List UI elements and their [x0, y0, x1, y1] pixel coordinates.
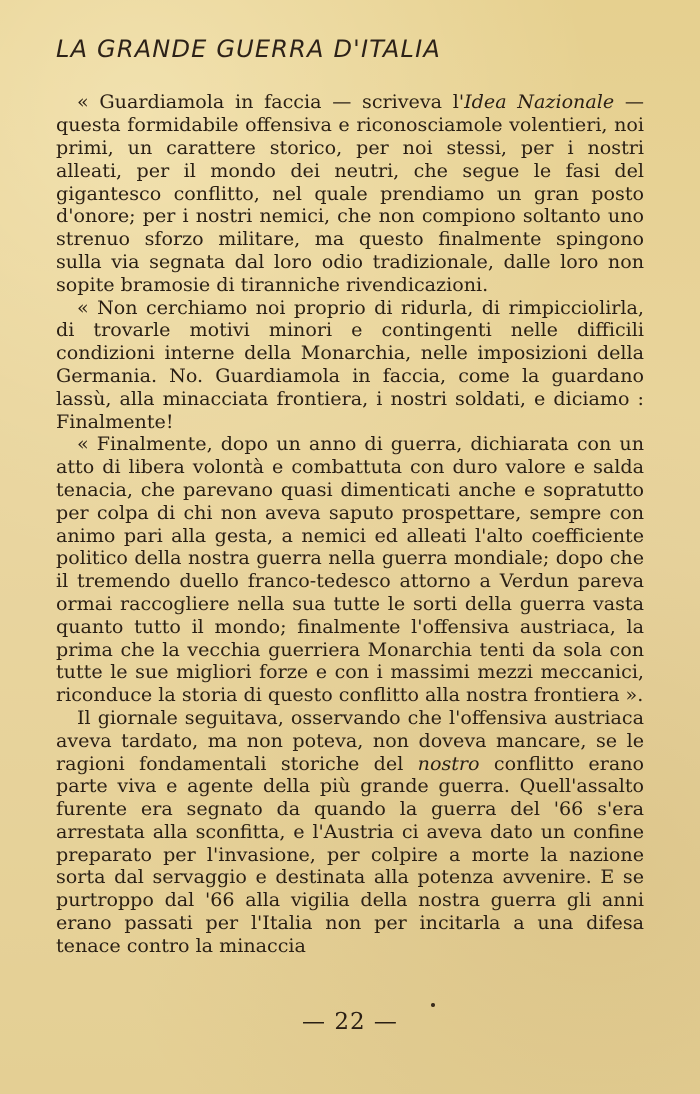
paragraph-2: « Non cerchiamo noi proprio di ridurla, di rimpicciolirla, di trovarle motivi minori e contingenti nelle difficili condizioni interne della Monarchia, nelle imposizioni della Germania. No. Guardiamola in faccia, come la guardano lassù, alla minacciata frontiera, i nostri soldati, e diciamo : Finalmente! [56, 295, 644, 433]
paragraph-4-part-c: conflitto erano parte viva e agente della più grande guerra. Quell'assalto furente era segnato da quando la guerra del '66 s'era arrestata alla sconfitta, e l'Austria ci aveva dato un confine preparato per l'invasione, per colpire a morte la nazione sorta dal servaggio e destinata alla potenza avvenire. E se purtroppo dal '66 alla vigilia della nostra guerra gli anni erano passati per l'Italia non per incitarla a una difesa tenace contro la minaccia [56, 751, 644, 957]
ink-speck [431, 1003, 435, 1007]
paragraph-3: « Finalmente, dopo un anno di guerra, dichiarata con un atto di libera volontà e combattuta con duro valore e salda tenacia, che parevano quasi dimenticati anche e sopratutto per colpa di chi non aveva saputo prospettare, sempre con animo pari alla gesta, a nemici ed alleati l'alto coefficiente politico della nostra guerra nella guerra mondiale; dopo che il tremendo duello franco-tedesco attorno a Verdun pareva ormai raccogliere nella sua tutte le sorti della guerra vasta quanto tutto il mondo; finalmente l'offensiva austriaca, la prima che la vecchia guerriera Monarchia tenti da sola con tutte le sue migliori forze e con i massimi mezzi meccanici, riconduce la storia di questo conflitto alla nostra frontiera ». [56, 432, 644, 707]
paragraph-1-part-c: — questa formidabile offensiva e riconosciamole volentieri, noi primi, un carattere storico, per noi stessi, per i nostri alleati, per il mondo dei neutri, che segue le fasi del gigantesco conflitto, nel quale prendiamo un gran posto d'onore; per i nostri nemici, che non compiono soltanto uno strenuo sforzo militare, ma questo finalmente spingono sulla via segnata dal loro odio tradizionale, dalle loro non sopite bramosie di tiranniche rivendicazioni. [56, 90, 644, 296]
newspaper-title: Idea Nazionale [464, 90, 615, 114]
paragraph-1 [56, 91, 644, 296]
emphasis-nostro: nostro [417, 751, 480, 775]
body-text [56, 91, 644, 957]
running-head: LA GRANDE GUERRA D'ITALIA [56, 35, 441, 63]
paragraph-1-part-a: « Guardiamola in faccia — scriveva l' [77, 90, 465, 114]
paragraph-4 [56, 707, 644, 958]
paragraph-4-part-a: Il giornale seguitava, osservando che l'offensiva austriaca aveva tardato, ma non poteva, non doveva mancare, se le ragioni fondamentali storiche del [56, 705, 644, 775]
page-number: — 22 — [302, 1009, 398, 1035]
